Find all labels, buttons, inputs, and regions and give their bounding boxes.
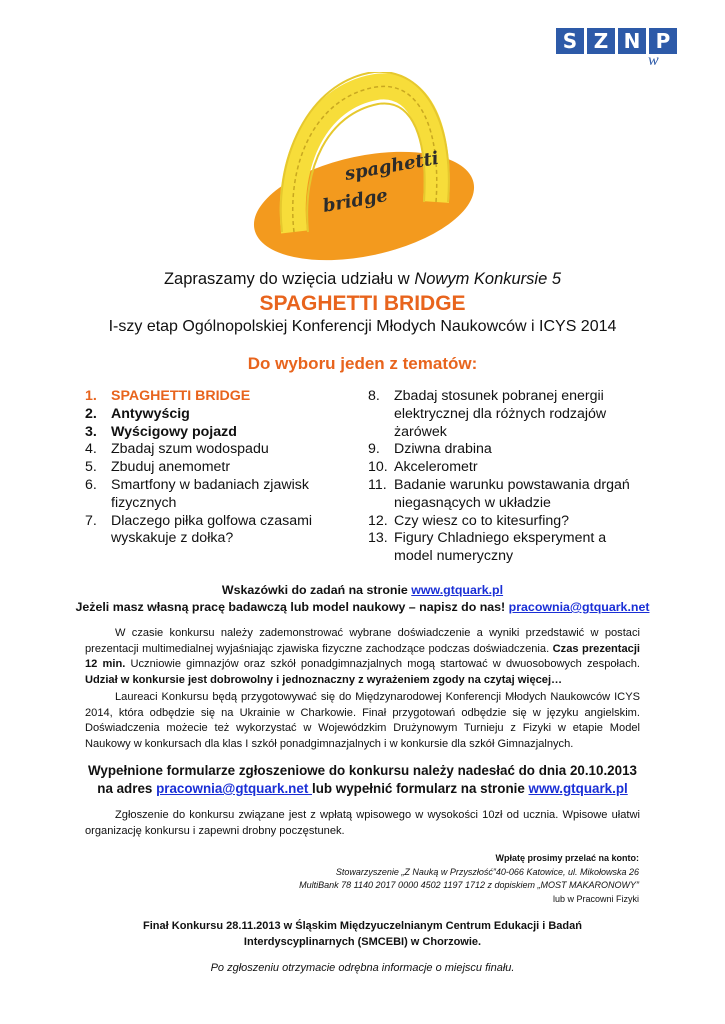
topic-item: 9. Dziwna drabina: [368, 441, 492, 458]
bridge-text-2: bridge: [321, 184, 390, 217]
topic-item: 7. Dlaczego piłka golfowa czasami wyskakuje z dołka?: [85, 512, 313, 547]
website-link[interactable]: www.gtquark.pl: [411, 583, 504, 597]
topic-item: 2. Antywyścig: [85, 405, 190, 422]
topic-item: 6. Smartfony w badaniach zjawisk fizycznych: [85, 476, 309, 511]
topic-item: 12. Czy wiesz co to kitesurfing?: [368, 512, 570, 529]
topic-item: 1. SPAGHETTI BRIDGE: [85, 388, 251, 404]
final-note: Po zgłoszeniu otrzymacie odrębna informacje o miejscu finału.: [210, 962, 515, 974]
topics-right-column: [368, 388, 648, 566]
topics-heading: Do wyboru jeden z tematów:: [247, 354, 478, 373]
payment-info: Wpłatę prosimy przelać na konto: Stowarzyszenie „Z Nauką w Przyszłość”40-066 Katowice, ul. Mikołowska 26 MultiBank 78 1140 2017 0000 4502 1197 1712 z dopiskiem „MOST MAKARONOWY” lub w Pracowni Fizyki: [299, 853, 639, 904]
topic-item: 11. Badanie warunku powstawania drgań niegasnących w układzie: [368, 476, 630, 511]
topic-item: 5. Zbuduj anemometr: [85, 459, 231, 476]
topic-item: 10. Akcelerometr: [368, 459, 478, 476]
final-info: Finał Konkursu 28.11.2013 w Śląskim Międzyuczelnianym Centrum Edukacji i Badań Interdyscyplinarnych (SMCEBI) w Chorzowie.: [143, 920, 582, 948]
hints-block: Wskazówki do zadań na stronie www.gtquark.pl Jeżeli masz własną pracę badawczą lub model naukowy – napisz do nas! pracownia@gtquark.net: [75, 583, 650, 614]
logo-letter-n: N: [618, 28, 646, 54]
logo-letter-s: S: [556, 28, 584, 54]
topics-left-column: [85, 388, 350, 548]
page-title: SPAGHETTI BRIDGE: [259, 292, 466, 315]
email-link[interactable]: pracownia@gtquark.net: [156, 781, 312, 796]
bridge-text-1: spaghetti: [343, 147, 441, 185]
intro-line: [0, 270, 725, 289]
topic-item: 13. Figury Chladniego eksperyment a model numeryczny: [368, 530, 607, 565]
deadline-block: Wypełnione formularze zgłoszeniowe do konkursu należy nadesłać do dnia 20.10.2013 na adres pracownia@gtquark.net lub wypełnić formularz na stronie www.gtquark.pl: [88, 763, 637, 796]
laureates-paragraph: Laureaci Konkursu będą przygotowywać się do Międzynarodowej Konferencji Młodych Naukowców ICYS 2014, która odbędzie się na Ukrainie w Charkowie. Finał przygotowań odbędzie się w języku angielskim. Doświadczenia możecie też wykorzystać w Wojewódzkim Drużynowym Turnieju z Fizyki w etapie Model Naukowy w konkursach dla klas I szkół ponadgimnazjalnych i w konkursie dla szkół Gimnazjalnych.: [85, 691, 640, 751]
email-link[interactable]: pracownia@gtquark.net: [508, 600, 650, 614]
website-link[interactable]: www.gtquark.pl: [528, 781, 628, 796]
logo-sub: w: [648, 52, 659, 69]
topic-item: 4. Zbadaj szum wodospadu: [85, 441, 269, 458]
fee-paragraph: Zgłoszenie do konkursu związane jest z wpłatą wpisowego w wysokości 10zł od ucznia. Wpisowe ułatwi organizację konkursu i zapewni drobny poczęstunek.: [85, 809, 640, 837]
contest-description: W czasie konkursu należy zademonstrować wybrane doświadczenie a wyniki przedstawić w postaci prezentacji multimedialnej wyjaśniając zjawiska fizyczne zachodzące podczas doświadczenia. Czas prezentacji 12 min. Uczniowie gimnazjów oraz szkół ponadgimnazjalnych mogą startować w dwuosobowych zespołach. Udział w konkursie jest dobrowolny i jednoznaczny z wyrażeniem zgody na czytaj więcej…: [85, 627, 641, 687]
logo-letter-p: P: [649, 28, 677, 54]
logo-letter-z: Z: [587, 28, 615, 54]
intro-italic: Nowym Konkursie 5: [414, 270, 562, 288]
intro-prefix: Zapraszamy do wzięcia udziału w: [163, 270, 415, 288]
topic-item: 3. Wyścigowy pojazd: [85, 423, 237, 440]
topic-item: 8. Zbadaj stosunek pobranej energii elektrycznej dla różnych rodzajów żarówek: [368, 388, 607, 440]
spaghetti-bridge-logo: [246, 72, 476, 262]
page-subtitle: I-szy etap Ogólnopolskiej Konferencji Młodych Naukowców i ICYS 2014: [108, 318, 617, 335]
